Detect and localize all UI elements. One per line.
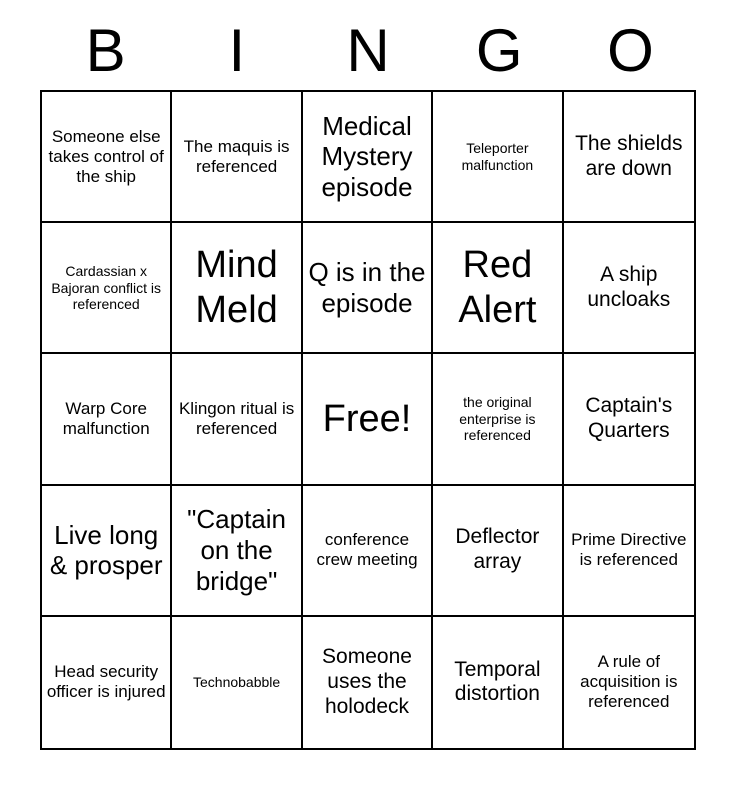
bingo-cell[interactable] — [564, 92, 694, 223]
bingo-cell[interactable] — [42, 486, 172, 617]
bingo-cell-label: A ship uncloaks — [587, 263, 671, 311]
bingo-cell-label: Someone else takes control of the ship — [48, 126, 164, 186]
bingo-cell-label: conference crew meeting — [316, 530, 418, 570]
bingo-cell-label: Prime Directive is referenced — [571, 530, 687, 570]
bingo-cell[interactable] — [172, 354, 302, 485]
bingo-cell[interactable] — [42, 354, 172, 485]
bingo-cell[interactable] — [433, 486, 563, 617]
bingo-cell-label: Someone uses the holodeck — [322, 645, 412, 718]
header-letter-g: G — [475, 17, 523, 84]
header-letter-b: B — [85, 17, 126, 84]
bingo-cell-label: Q is in the episode — [308, 257, 426, 318]
bingo-cell-label: Warp Core malfunction — [62, 398, 150, 438]
bingo-cell-label: A rule of acquisition is referenced — [580, 652, 678, 712]
bingo-cell[interactable] — [564, 354, 694, 485]
bingo-cell[interactable] — [303, 617, 433, 748]
bingo-cell-label: The shields are down — [575, 131, 683, 180]
bingo-cell[interactable] — [303, 486, 433, 617]
bingo-cell[interactable] — [564, 617, 694, 748]
bingo-cell-label: "Captain on the bridge" — [187, 504, 287, 596]
bingo-cell[interactable] — [42, 617, 172, 748]
bingo-cell-label: Free! — [322, 397, 412, 440]
bingo-cell[interactable] — [172, 486, 302, 617]
bingo-cell[interactable] — [172, 617, 302, 748]
bingo-cell-label: Red Alert — [458, 243, 537, 331]
bingo-cell[interactable] — [303, 92, 433, 223]
bingo-cell-label: Cardassian x Bajoran conflict is referenced — [51, 263, 162, 313]
bingo-cell[interactable] — [564, 486, 694, 617]
bingo-cell-label: the original enterprise is referenced — [459, 394, 536, 444]
bingo-cell-label: The maquis is referenced — [183, 136, 290, 176]
bingo-cell[interactable] — [42, 92, 172, 223]
bingo-cell[interactable] — [433, 617, 563, 748]
bingo-cell-label: Medical Mystery episode — [321, 110, 413, 202]
bingo-cell-free[interactable] — [303, 354, 433, 485]
bingo-cell-label: Live long & prosper — [49, 519, 163, 581]
bingo-cell-label: Teleporter malfunction — [461, 140, 534, 173]
bingo-cell-label: Captain's Quarters — [585, 394, 673, 442]
bingo-header — [40, 12, 696, 90]
bingo-cell[interactable] — [172, 223, 302, 354]
bingo-cell[interactable] — [564, 223, 694, 354]
bingo-cell[interactable] — [42, 223, 172, 354]
bingo-cell[interactable] — [303, 223, 433, 354]
bingo-cell[interactable] — [172, 92, 302, 223]
header-letter-i: I — [228, 17, 246, 84]
header-letter-n: N — [346, 17, 390, 84]
bingo-cell-label: Temporal distortion — [454, 657, 541, 706]
bingo-cell[interactable] — [433, 223, 563, 354]
bingo-cell[interactable] — [433, 92, 563, 223]
bingo-cell-label: Head security officer is injured — [46, 662, 166, 702]
bingo-cell[interactable] — [433, 354, 563, 485]
bingo-cell-label: Deflector array — [455, 525, 540, 574]
header-letter-o: O — [607, 17, 654, 84]
bingo-grid — [40, 90, 696, 750]
bingo-cell-label: Mind Meld — [195, 243, 278, 331]
bingo-cell-label: Klingon ritual is referenced — [178, 398, 295, 438]
bingo-cell-label: Technobabble — [193, 674, 281, 691]
